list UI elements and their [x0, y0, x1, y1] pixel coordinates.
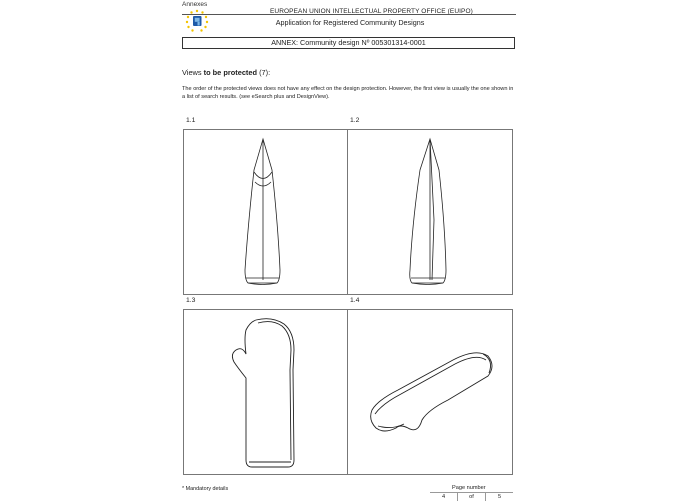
view-label: 1.3 — [186, 297, 196, 304]
annex-title-box: ANNEX: Community design Nº 005301314-0001 — [182, 37, 515, 49]
application-title: Application for Registered Community Designs — [275, 18, 425, 27]
view-label: 1.2 — [350, 117, 360, 124]
views-heading-bold: to be protected — [203, 68, 258, 77]
views-description: The order of the protected views does not have any effect on the design protection. However, the first view is usually the one shown in a list of search results. (see eSearch plus and DesignView). — [182, 86, 514, 100]
view-label: 1.1 — [186, 117, 196, 124]
view-panel-1-4 — [347, 309, 513, 475]
view-panel-1-1 — [183, 129, 349, 295]
view-panel-1-3 — [183, 309, 349, 475]
front-view-blade-drawing — [184, 130, 348, 294]
mandatory-note: * Mandatory details — [182, 486, 229, 492]
mitten-outline-drawing — [184, 310, 348, 474]
page-number-label: Page number — [452, 485, 486, 491]
views-heading-prefix: Views — [182, 68, 204, 77]
perspective-mitten-drawing — [348, 310, 512, 474]
page-of: of — [458, 493, 486, 501]
header-rule — [182, 14, 516, 15]
views-heading — [182, 68, 270, 77]
office-name: EUROPEAN UNION INTELLECTUAL PROPERTY OFFICE (EUIPO) — [270, 8, 473, 15]
page-current: 4 — [430, 493, 458, 501]
view-panel-1-2 — [347, 129, 513, 295]
page-total: 5 — [497, 494, 502, 500]
views-heading-suffix: (7): — [257, 68, 271, 77]
side-view-blade-drawing — [348, 130, 512, 294]
page-tag: Annexes — [182, 1, 208, 8]
view-label: 1.4 — [350, 297, 360, 304]
